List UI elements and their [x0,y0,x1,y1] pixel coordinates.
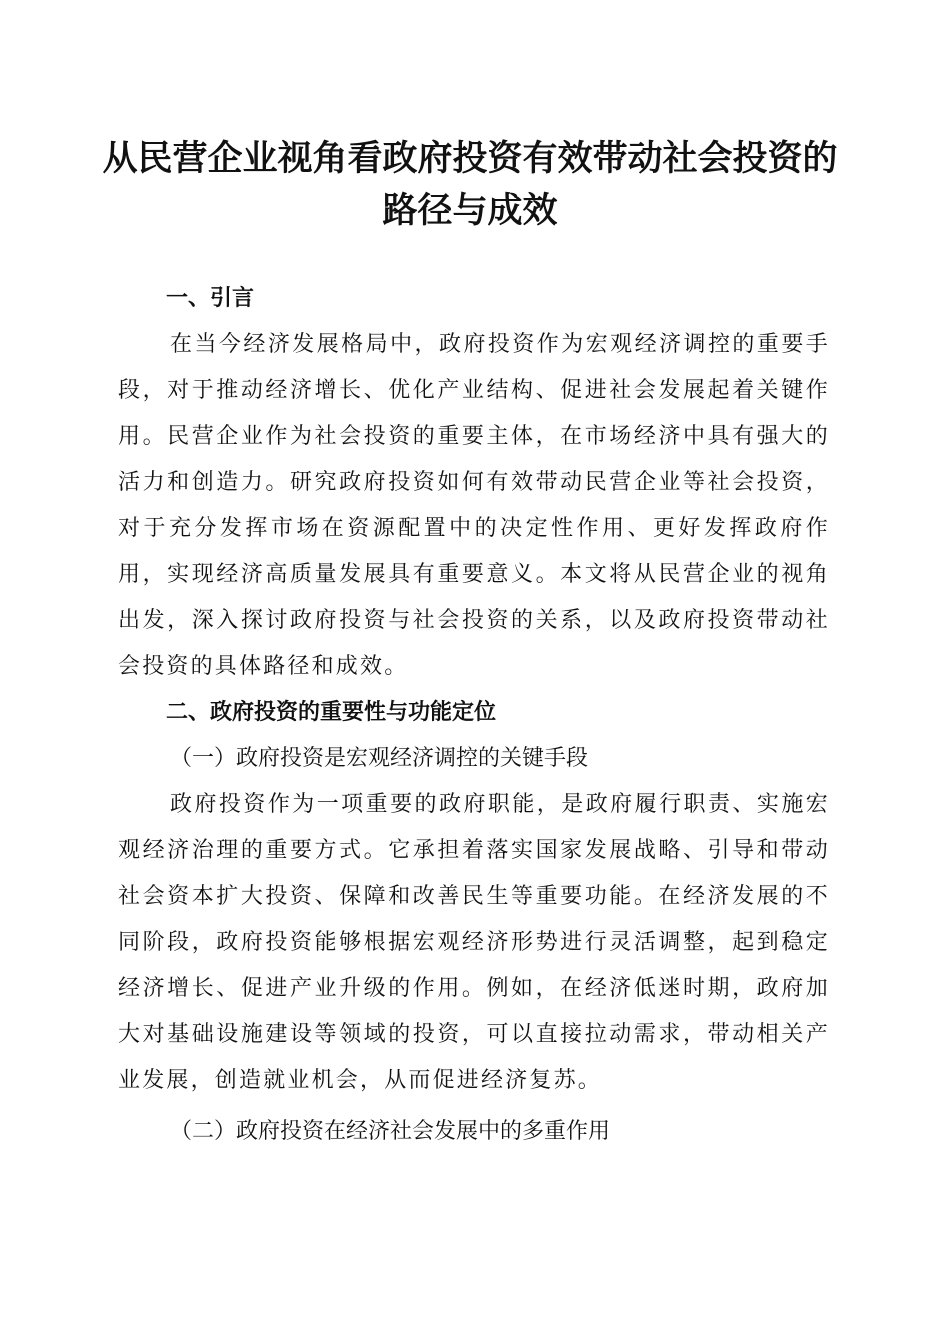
introduction-paragraph: 在当今经济发展格局中，政府投资作为宏观经济调控的重要手段，对于推动经济增长、优化产业结构、促进社会发展起着关键作用。民营企业作为社会投资的重要主体，在市场经济中具有强大的活力和创造力。研究政府投资如何有效带动民营企业等社会投资，对于充分发挥市场在资源配置中的决定性作用、更好发挥政府作用，实现经济高质量发展具有重要意义。本文将从民营企业的视角出发，深入探讨政府投资与社会投资的关系，以及政府投资带动社会投资的具体路径和成效。 [118,332,830,679]
macro-control-paragraph: 政府投资作为一项重要的政府职能，是政府履行职责、实施宏观经济治理的重要方式。它承担着落实国家发展战略、引导和带动社会资本扩大投资、保障和改善民生等重要功能。在经济发展的不同阶段，政府投资能够根据宏观经济形势进行灵活调整，起到稳定经济增长、促进产业升级的作用。例如，在经济低迷时期，政府加大对基础设施建设等领域的投资，可以直接拉动需求，带动相关产业发展，创造就业机会，从而促进经济复苏。 [118,792,830,1093]
section-heading-importance: 二、政府投资的重要性与功能定位 [166,700,497,725]
subsection-heading-multiple-roles: （二）政府投资在经济社会发展中的多重作用 [170,1119,611,1144]
section-heading-introduction: 一、引言 [166,286,255,311]
subsection-heading-macro-control: （一）政府投资是宏观经济调控的关键手段 [170,746,589,771]
document-body [118,276,830,1155]
document-title: 从民营企业视角看政府投资有效带动社会投资的路径与成效 [102,138,838,231]
